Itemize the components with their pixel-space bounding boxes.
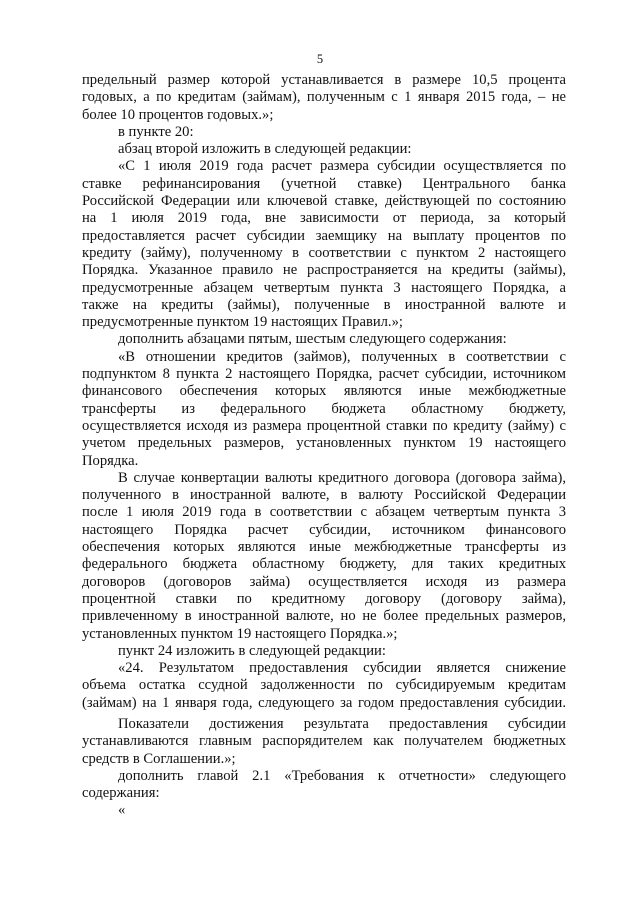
text-line: финансового обеспечения которых являются иные межбюджетные	[82, 383, 566, 400]
text-line: подпунктом 8 пункта 2 настоящего Порядка, расчет субсидии, источником	[82, 366, 566, 383]
text-line: годовых, а по кредитам (займам), полученным с 1 января 2015 года, – не	[82, 89, 566, 106]
text-line: на 1 июля 2019 года, вне зависимости от периода, за который	[82, 210, 566, 227]
text-line: Порядка.	[82, 452, 139, 469]
text-line: кредиту (займу), полученному в соответствии с пунктом 2 настоящего	[82, 244, 566, 261]
text-line: договоров (договоров займа) осуществляется исходя из размера	[82, 573, 566, 590]
text-line: абзац второй изложить в следующей редакции:	[118, 141, 412, 158]
text-line: Порядка. Указанное правило не распространяется на кредиты (займы),	[82, 262, 566, 279]
text-line: процентной ставки по кредитному договору (договору займа),	[82, 590, 566, 607]
text-line: предусмотренные пунктом 19 настоящих Правил.»;	[82, 314, 403, 331]
text-line: в пункте 20:	[118, 123, 194, 140]
document-body	[82, 72, 566, 820]
text-line: «В отношении кредитов (займов), полученных в соответствии с	[118, 348, 566, 365]
text-line: Российской Федерации или ключевой ставке, действующей по состоянию	[82, 193, 566, 210]
text-line: ставке рефинансирования (учетной ставке) Центрального банка	[82, 175, 566, 192]
text-line: средств в Соглашении.»;	[82, 750, 236, 767]
text-line: В случае конвертации валюты кредитного договора (договора займа),	[118, 469, 566, 486]
text-line: осуществляется исходя из размера процентной ставки по кредиту (займу) с	[82, 417, 566, 434]
text-line: дополнить главой 2.1 «Требования к отчетности» следующего	[118, 767, 566, 784]
text-line: трансферты из федерального бюджета областному бюджету,	[82, 400, 566, 417]
text-line: обеспечения которых являются иные межбюджетные трансферты из	[82, 539, 566, 556]
text-line: настоящего Порядка расчет субсидии, источником финансового	[82, 521, 566, 538]
text-line: предоставляется расчет субсидии заемщику на выплату процентов по	[82, 227, 566, 244]
text-line: устанавливаются главным распорядителем как получателем бюджетных	[82, 733, 566, 750]
text-line: пункт 24 изложить в следующей редакции:	[118, 642, 386, 659]
text-line: «С 1 июля 2019 года расчет размера субсидии осуществляется по	[118, 158, 566, 175]
text-line: (займам) на 1 января года, следующего за годом предоставления субсидии.	[82, 694, 566, 711]
text-line: «24. Результатом предоставления субсидии является снижение	[118, 660, 566, 677]
text-line: содержания:	[82, 785, 160, 802]
page-number: 5	[316, 52, 324, 66]
text-line: установленных пунктом 19 настоящего Порядка.»;	[82, 625, 398, 642]
text-line: также на кредиты (займы), полученные в иностранной валюте и	[82, 296, 566, 313]
text-line: дополнить абзацами пятым, шестым следующего содержания:	[118, 331, 507, 348]
text-line: объема остатка ссудной задолженности по субсидируемым кредитам	[82, 677, 566, 694]
text-line: привлеченному в иностранной валюте, но не более предельных размеров,	[82, 608, 566, 625]
text-line: более 10 процентов годовых.»;	[82, 106, 274, 123]
text-line: предельный размер которой устанавливается в размере 10,5 процента	[82, 72, 566, 88]
text-line: полученного в иностранной валюте, в валюту Российской Федерации	[82, 487, 566, 504]
text-line: Показатели достижения результата предоставления субсидии	[118, 715, 566, 732]
text-line: федерального бюджета областному бюджету, для таких кредитных	[82, 556, 566, 573]
text-line: предусмотренные абзацем четвертым пункта 3 настоящего Порядка, а	[82, 279, 566, 296]
text-line: «	[118, 802, 126, 819]
text-line: после 1 июля 2019 года в соответствии с абзацем четвертым пункта 3	[82, 504, 566, 521]
text-line: учетом предельных размеров, установленных пунктом 19 настоящего	[82, 435, 566, 452]
